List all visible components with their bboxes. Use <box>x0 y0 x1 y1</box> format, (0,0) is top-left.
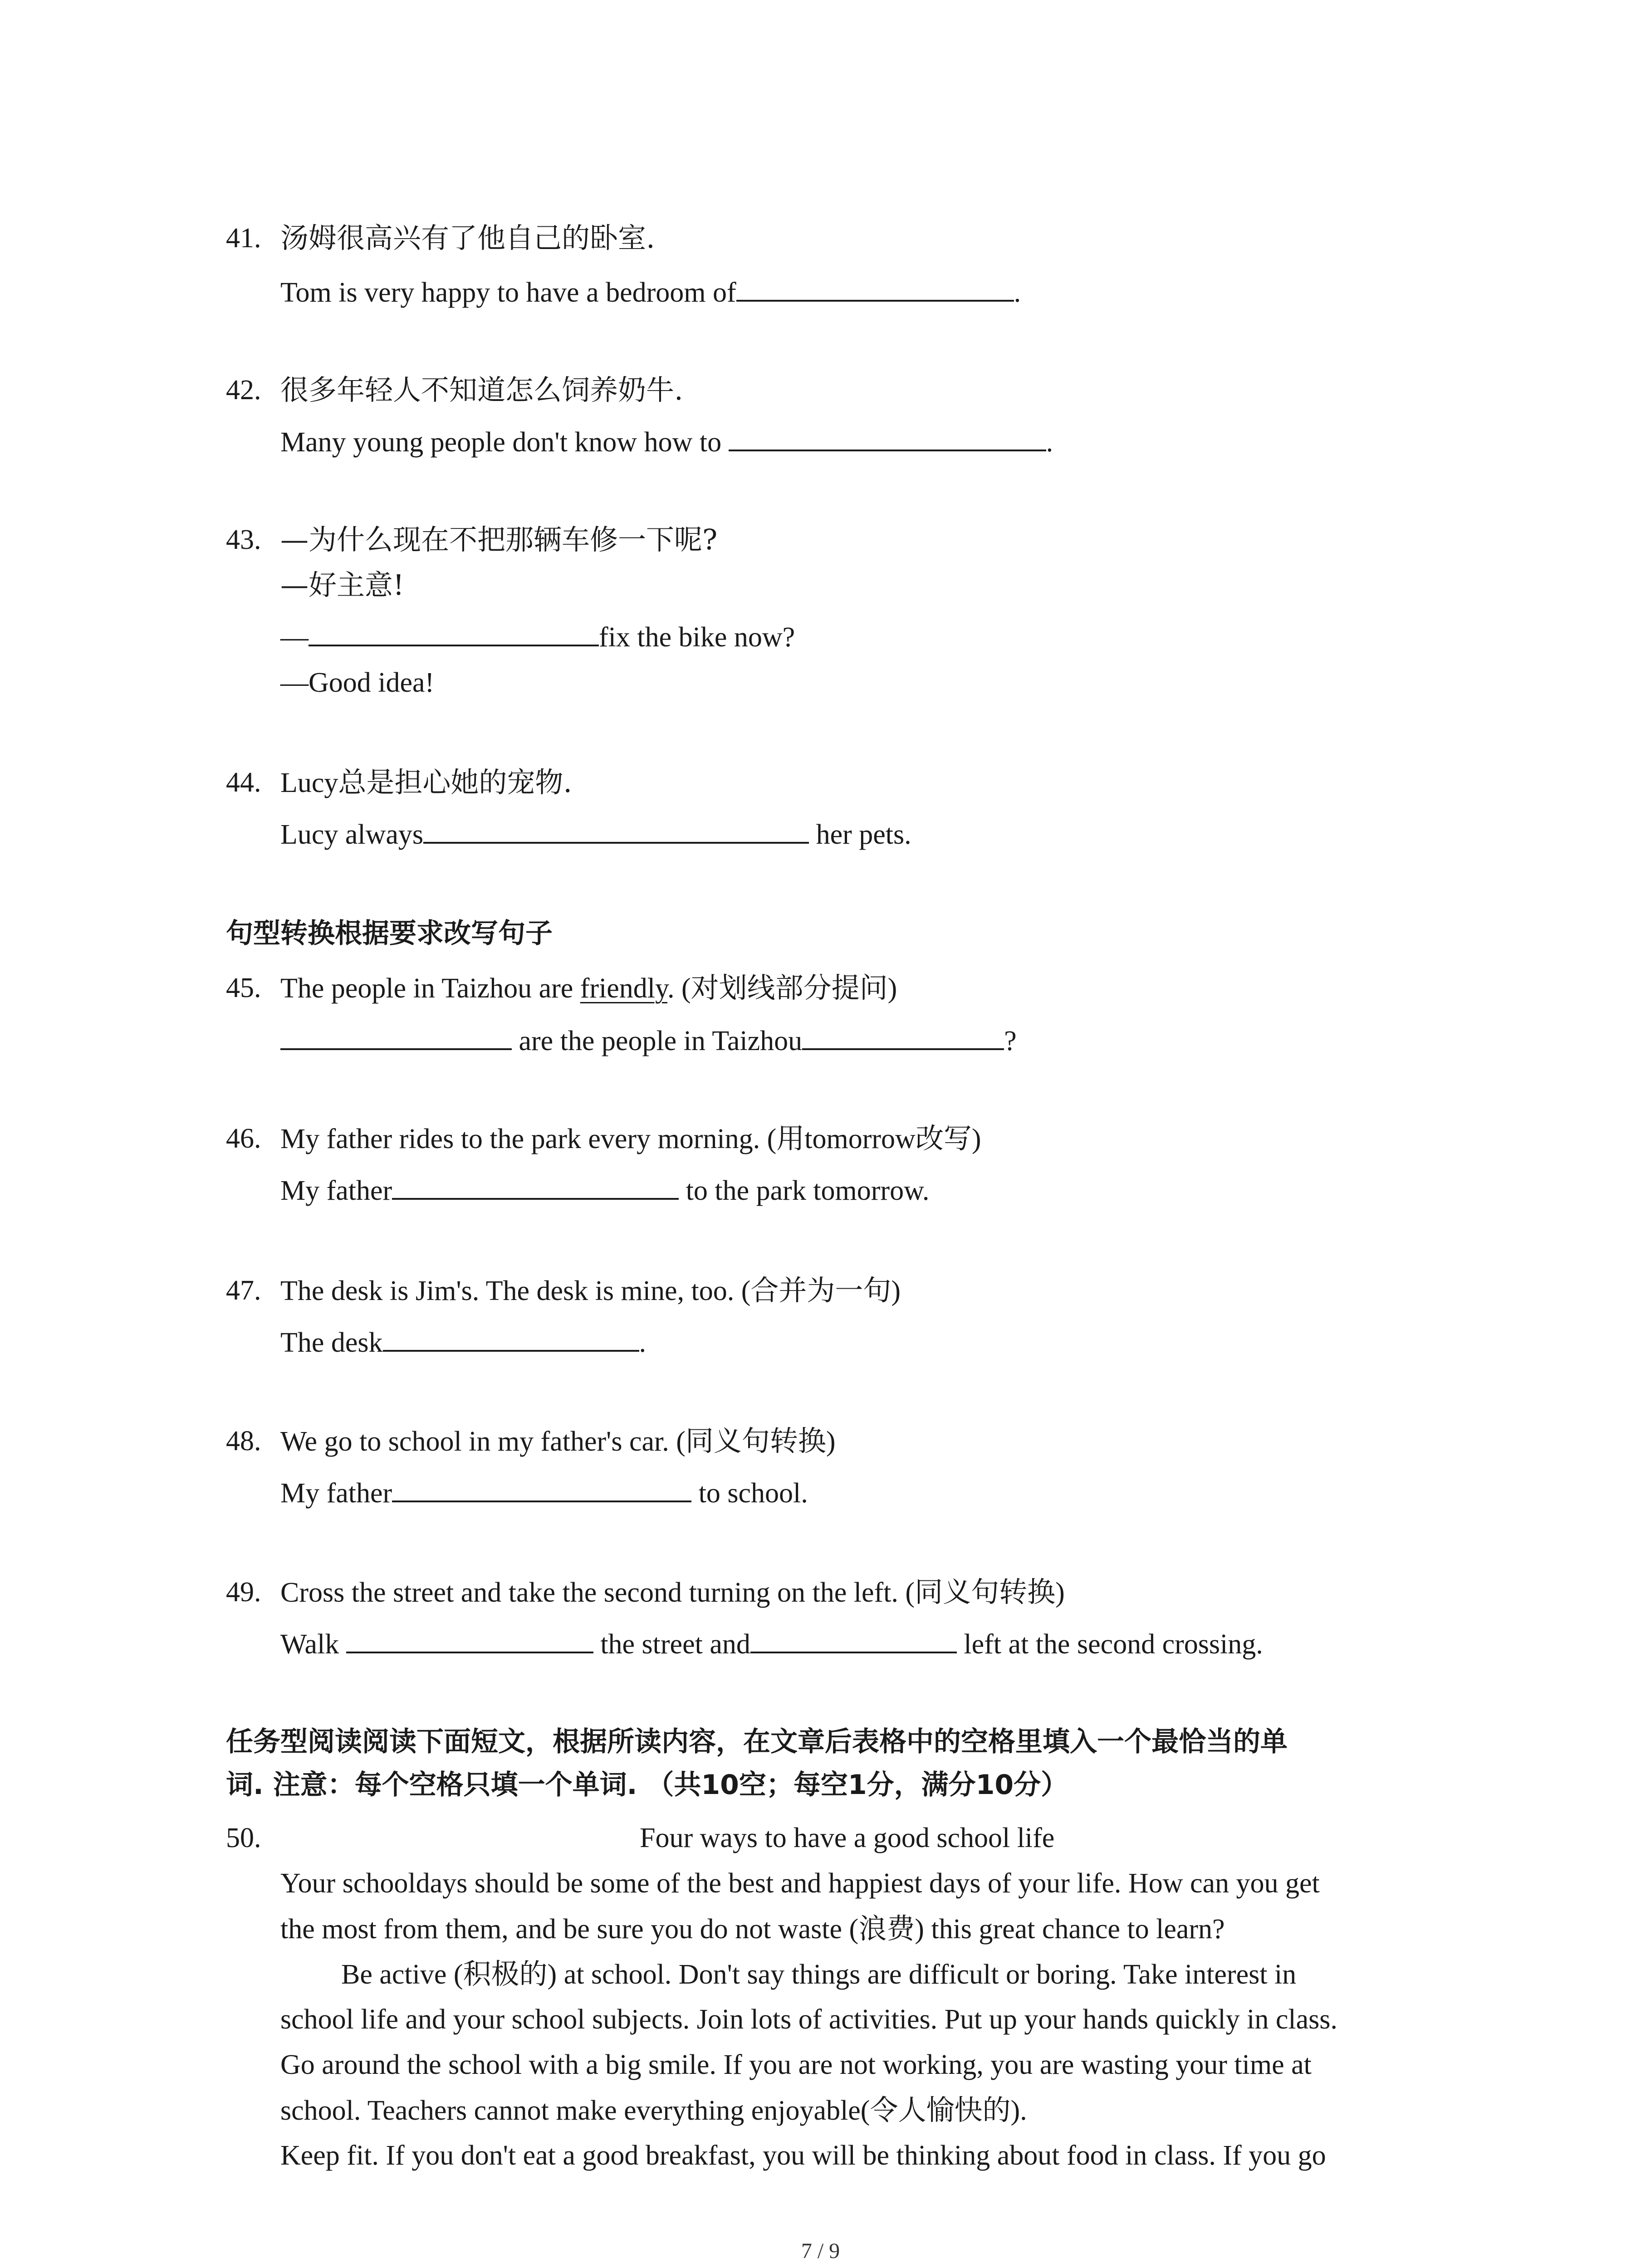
question-prompt-zh: 很多年轻人不知道怎么饲养奶牛. <box>280 373 683 406</box>
question-sentence <box>280 1423 836 1460</box>
sentence-text: My father <box>280 1175 392 1206</box>
sentence-text: are the people in Taizhou <box>512 1026 803 1056</box>
answer-blank[interactable] <box>423 816 809 844</box>
question-number: 50. <box>226 1823 261 1853</box>
answer-blank[interactable] <box>736 274 1014 302</box>
passage-line <box>280 2092 1027 2129</box>
question-number: 45. <box>226 973 261 1003</box>
question-prompt-zh <box>280 764 572 801</box>
question-number: 48. <box>226 1426 261 1457</box>
gloss-zh: 浪费 <box>858 1912 915 1945</box>
answer-blank[interactable] <box>309 619 599 646</box>
sentence-text: . <box>639 1327 647 1358</box>
question-number: 47. <box>226 1275 261 1306</box>
sentence-text: ). <box>1010 2095 1027 2126</box>
instruction-hint: 合并为一句 <box>750 1274 892 1307</box>
gloss-zh: 令人愉快的 <box>870 2093 1011 2126</box>
question-number: 42. <box>226 375 261 406</box>
page-number: 7 / 9 <box>801 2239 840 2263</box>
instruction-hint: 对划线部分提问 <box>691 971 888 1004</box>
sentence-text: Many young people don't know how to <box>280 427 722 458</box>
passage-line <box>341 1956 1296 1993</box>
sentence-text: Lucy <box>280 767 338 798</box>
answer-blank[interactable] <box>280 1023 512 1050</box>
sentence-text: . <box>1014 277 1021 308</box>
question-number: 44. <box>226 767 261 798</box>
sentence-text: the street and <box>593 1629 750 1660</box>
sentence-text: My father <box>280 1478 392 1509</box>
sentence-text: Walk <box>280 1629 346 1660</box>
sentence-text: 总是担心她的宠物. <box>338 766 573 799</box>
question-number: 46. <box>226 1123 261 1154</box>
answer-blank[interactable] <box>383 1325 639 1352</box>
sentence-text: the most from them, and be sure you do not waste ( <box>280 1914 859 1945</box>
instruction-hint: 用 <box>776 1122 805 1155</box>
underlined-word: friendly <box>580 973 667 1004</box>
sentence-text: The desk <box>280 1327 383 1358</box>
sentence-text: ) <box>891 1276 901 1306</box>
answer-blank[interactable] <box>802 1023 1004 1050</box>
sentence-text: . ( <box>667 973 691 1004</box>
answer-line <box>280 1173 929 1209</box>
passage-line <box>280 1911 1225 1947</box>
passage-line: Keep fit. If you don't eat a good breakfast, you will be thinking about food in class. If you go <box>280 2140 1326 2171</box>
sentence-text: ? <box>1004 1026 1017 1056</box>
question-sentence <box>280 816 911 853</box>
question-sentence <box>280 424 1053 460</box>
instruction-hint: 同义句转换 <box>685 1424 826 1457</box>
instruction-hint: 改写 <box>915 1122 972 1155</box>
sentence-text: ) <box>1055 1577 1065 1608</box>
sentence-text: ) <box>971 1124 981 1154</box>
question-sentence <box>280 1574 1065 1611</box>
question-sentence <box>280 970 897 1007</box>
question-sentence: —Good idea! <box>280 667 435 698</box>
answer-line <box>280 1626 1263 1662</box>
answer-blank[interactable] <box>750 1626 957 1653</box>
question-number: 49. <box>226 1577 261 1608</box>
sentence-text: her pets. <box>816 819 911 850</box>
answer-blank[interactable] <box>392 1475 691 1502</box>
question-prompt-zh: —为什么现在不把那辆车修一下呢? <box>280 523 718 556</box>
answer-blank[interactable] <box>729 424 1046 451</box>
answer-line <box>280 1475 808 1511</box>
sentence-text: left at the second crossing. <box>956 1629 1263 1660</box>
sentence-text: Be active ( <box>341 1959 463 1990</box>
section-heading: 词. 注意：每个空格只填一个单词. （共10空；每空1分，满分10分） <box>226 1769 1068 1801</box>
passage-line: Go around the school with a big smile. If you are not working, you are wasting your time at <box>280 2049 1312 2080</box>
sentence-text: Lucy always <box>280 819 424 850</box>
question-sentence <box>280 274 1021 311</box>
answer-line <box>280 1023 1017 1059</box>
question-sentence <box>280 1120 981 1157</box>
passage-line: Your schooldays should be some of the best and happiest days of your life. How can you get <box>280 1868 1320 1899</box>
answer-line <box>280 1325 646 1361</box>
passage-line: school life and your school subjects. Join lots of activities. Put up your hands quickly in class. <box>280 2004 1337 2035</box>
sentence-text: ) <box>887 973 897 1004</box>
sentence-text: to the park tomorrow. <box>679 1175 930 1206</box>
sentence-text: My father rides to the park every morning. ( <box>280 1124 777 1154</box>
sentence-text: ) <box>826 1426 836 1457</box>
question-sentence <box>280 1272 901 1309</box>
question-prompt-zh: —好主意! <box>280 568 404 601</box>
instruction-hint: 同义句转换 <box>915 1575 1056 1608</box>
section-heading: 句型转换根据要求改写句子 <box>226 918 553 949</box>
gloss-zh: 积极的 <box>463 1957 548 1990</box>
question-number: 41. <box>226 223 261 254</box>
sentence-text: ) this great chance to learn? <box>915 1914 1225 1945</box>
sentence-text: We go to school in my father's car. ( <box>280 1426 686 1457</box>
sentence-text: to school. <box>691 1478 808 1509</box>
sentence-text: — <box>280 622 309 653</box>
sentence-text: The people in Taizhou are <box>280 973 580 1004</box>
section-heading: 任务型阅读阅读下面短文，根据所读内容，在文章后表格中的空格里填入一个最恰当的单 <box>226 1726 1288 1758</box>
sentence-text: Cross the street and take the second turning on the left. ( <box>280 1577 915 1608</box>
sentence-text: school. Teachers cannot make everything enjoyable( <box>280 2095 870 2126</box>
instruction-hint: tomorrow <box>804 1124 916 1154</box>
question-prompt-zh: 汤姆很高兴有了他自己的卧室. <box>280 221 655 254</box>
sentence-text: fix the bike now? <box>599 622 795 653</box>
answer-blank[interactable] <box>346 1626 593 1653</box>
sentence-text: Tom is very happy to have a bedroom of <box>280 277 736 308</box>
passage-title: Four ways to have a good school life <box>640 1823 1055 1853</box>
answer-blank[interactable] <box>392 1173 679 1200</box>
question-sentence <box>280 619 795 655</box>
question-number: 43. <box>226 524 261 555</box>
sentence-text: The desk is Jim's. The desk is mine, too. ( <box>280 1276 751 1306</box>
sentence-text: . <box>1046 427 1053 458</box>
sentence-text: ) at school. Don't say things are difficult or boring. Take interest in <box>547 1959 1297 1990</box>
